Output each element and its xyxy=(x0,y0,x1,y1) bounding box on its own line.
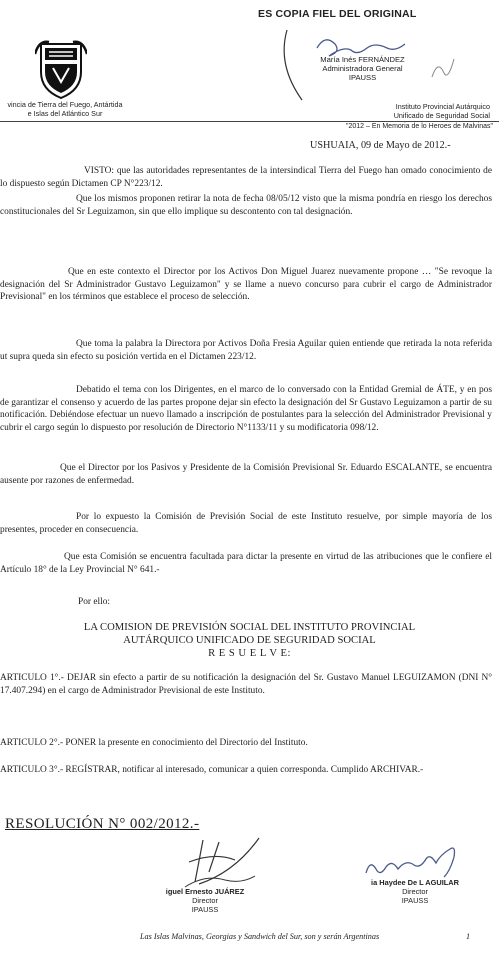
date-line: USHUAIA, 09 de Mayo de 2012.- xyxy=(310,140,451,151)
institute-header xyxy=(330,103,490,120)
provincial-crest-icon xyxy=(35,38,87,100)
left-signature xyxy=(175,832,265,892)
institute-line2: Unificado de Seguridad Social xyxy=(393,110,490,120)
visto-paragraph: VISTO: que las autoridades representantes de la intersindical Tierra del Fuego han omado conocimiento de lo dispuesto según Dictamen CP N°223/12. xyxy=(0,166,492,189)
right-signatory-role: Director xyxy=(402,887,428,896)
province-line1: vincia de Tierra del Fuego, Antártida xyxy=(7,100,123,109)
resuelve: R E S U E L V E: xyxy=(208,647,291,659)
article-3: ARTICULO 3°.- REGÍSTRAR, notificar al interesado, comunicar a quien corresponda. Cumplido ARCHIVAR.- xyxy=(0,765,424,775)
article-2: ARTICULO 2°.- PONER la presente en conocimiento del Directorio del Instituto. xyxy=(0,738,308,748)
right-signatory-name: ia Haydee De L AGUILAR xyxy=(371,878,459,887)
left-signatory-role: Director xyxy=(192,896,218,905)
paragraph-3: Que en este contexto el Director por los Activos Don Miguel Juarez nuevamente propone … "Se revoque la designación del Sr Administrador Gustavo Leguizamon" y se llame a nuevo concurso para cubrir el cargo de Administrador Previsional" en los términos que establece el proceso de selección. xyxy=(0,267,492,303)
stamp-name: María Inés FERNÁNDEZ xyxy=(320,55,405,64)
paragraph-2: Que los mismos proponen retirar la nota de fecha 08/05/12 visto que la misma pondría en riesgo los derechos constitucionales del Sr Leguizamon, sin que ello implique su descontento con tal designación. xyxy=(0,194,492,217)
right-signatory-block xyxy=(360,878,470,905)
header-rule xyxy=(0,121,499,122)
commission-line1: LA COMISION DE PREVISIÓN SOCIAL DEL INSTITUTO PROVINCIAL xyxy=(83,622,416,633)
handwritten-initials xyxy=(428,55,458,83)
por-ello: Por ello: xyxy=(78,597,111,607)
memorial-motto: "2012 – En Memoria de lo Heroes de Malvinas" xyxy=(346,123,493,130)
page-number: 1 xyxy=(466,932,471,941)
right-signatory-org: IPAUSS xyxy=(401,896,429,905)
commission-line2: AUTÁRQUICO UNIFICADO DE SEGURIDAD SOCIAL xyxy=(123,634,376,646)
stamp-role: Administradora General xyxy=(322,64,403,73)
left-signatory-name: iguel Ernesto JUÁREZ xyxy=(165,887,245,896)
paragraph-7: Por lo expuesto la Comisión de Previsión Social de este Instituto resuelve, por simple mayoría de los presentes, proceder en consecuencia. xyxy=(0,512,492,535)
paragraph-8: Que esta Comisión se encuentra facultada para dictar la presente en virtud de las atribuciones que le confiere el Artículo 18° de la Ley Provincial N° 641.- xyxy=(0,552,492,575)
stamp-org: IPAUSS xyxy=(348,73,377,82)
paragraph-5: Debatido el tema con los Dirigentes, en el marco de lo conversado con la Entidad Gremial de ÁTE, y en pos de garantizar el consenso y acuerdo de las partes propone dejar sin efecto la designación del Sr Gustavo Leguizamon a partir de su notificación. Debiéndose efectuar un nuevo llamado a inscripción de postulantes para la selección del Administrador Previsional y cubrir el cargo según lo dispuesto por resolución de Directorio N°1133/11 y su modificatoria 098/12. xyxy=(0,385,492,433)
left-signatory-org: IPAUSS xyxy=(191,905,219,914)
province-line2: e Islas del Atlántico Sur xyxy=(27,108,103,118)
left-signatory-block xyxy=(150,887,260,914)
article-1: ARTICULO 1°.- DEJAR sin efecto a partir de su notificación la designación del Sr. Gustavo Manuel LEGUIZAMON (DNI N° 17.407.294) en el cargo de Administrador Previsional de este Instituto. xyxy=(0,673,492,696)
footer-motto: Las Islas Malvinas, Georgias y Sandwich del Sur, son y serán Argentinas xyxy=(140,932,380,941)
paragraph-4: Que toma la palabra la Directora por Activos Doña Fresia Aguilar quien entiende que retirada la nota referida ut supra queda sin efecto su posición vertida en el Dictamen 223/12. xyxy=(0,339,492,362)
institute-line1: Instituto Provincial Autárquico xyxy=(395,102,490,111)
commission-heading xyxy=(0,622,499,660)
resolution-number: RESOLUCIÓN N° 002/2012.- xyxy=(5,816,200,832)
paragraph-6: Que el Director por los Pasivos y Presidente de la Comisión Previsional Sr. Eduardo ESCALANTE, se encuentra ausente por razones de enfermedad. xyxy=(0,463,492,486)
province-header xyxy=(0,101,130,118)
stamp-signatory-block xyxy=(300,55,425,82)
certified-copy-stamp: ES COPIA FIEL DEL ORIGINAL xyxy=(258,8,417,20)
